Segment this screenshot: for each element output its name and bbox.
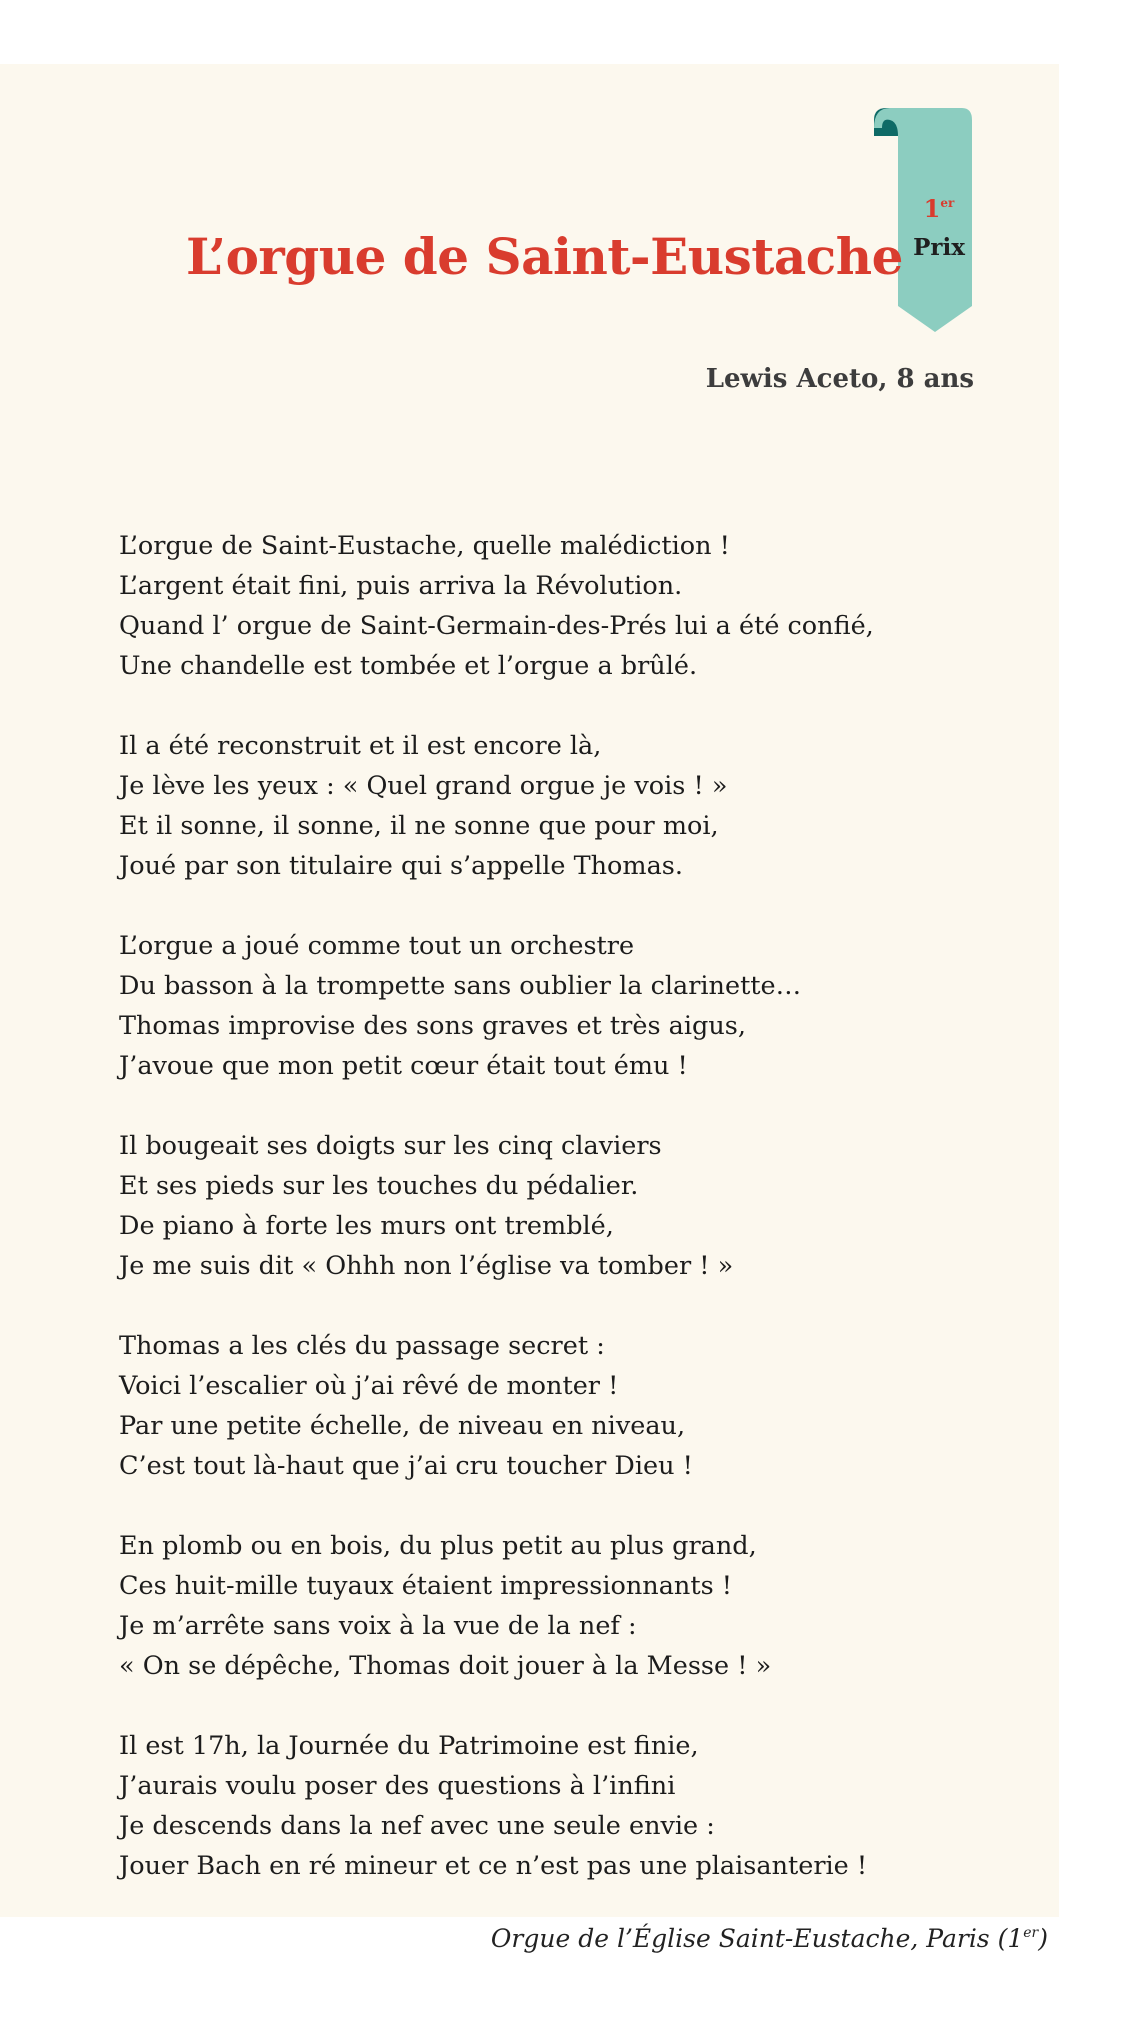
poem-line: J’avoue que mon petit cœur était tout ému !	[119, 1051, 688, 1081]
poem-stanza-4	[119, 1126, 1019, 1286]
poem-stanza-2	[119, 726, 1019, 886]
poem-line: Il est 17h, la Journée du Patrimoine est finie,	[119, 1731, 699, 1761]
ribbon-rank-suffix: er	[940, 196, 955, 210]
caption-text: Orgue de l’Église Saint-Eustache, Paris (1	[490, 1924, 1024, 1953]
poem-stanza-5	[119, 1326, 1019, 1486]
first-prize-ribbon	[872, 108, 972, 333]
poem-line: Du basson à la trompette sans oublier la clarinette…	[119, 971, 802, 1001]
poem-author: Lewis Aceto, 8 ans	[705, 364, 974, 394]
poem-line: C’est tout là-haut que j’ai cru toucher Dieu !	[119, 1451, 693, 1481]
poem-line: J’aurais voulu poser des questions à l’infini	[119, 1771, 676, 1801]
poem-line: Je lève les yeux : « Quel grand orgue je vois ! »	[119, 771, 728, 801]
poem-line: Quand l’ orgue de Saint-Germain-des-Prés lui a été confié,	[119, 611, 874, 641]
poem-line: L’orgue de Saint-Eustache, quelle malédiction !	[119, 531, 730, 561]
poem-line: L’argent était fini, puis arriva la Révolution.	[119, 571, 683, 601]
poem-line: Et ses pieds sur les touches du pédalier.	[119, 1171, 639, 1201]
poem-line: Une chandelle est tombée et l’orgue a brûlé.	[119, 651, 698, 681]
poem-line: De piano à forte les murs ont tremblé,	[119, 1211, 614, 1241]
ribbon-rank	[900, 194, 978, 223]
poem-line: Je m’arrête sans voix à la vue de la nef :	[119, 1611, 637, 1641]
poem-stanza-7	[119, 1726, 1019, 1886]
caption-superscript: er	[1023, 1925, 1039, 1941]
ribbon-rank-number: 1	[923, 194, 941, 223]
poem-line: Il a été reconstruit et il est encore là,	[119, 731, 602, 761]
poem-title: L’orgue de Saint-Eustache	[186, 227, 903, 286]
poem-line: Par une petite échelle, de niveau en niveau,	[119, 1411, 686, 1441]
poem-line: « On se dépêche, Thomas doit jouer à la Messe ! »	[119, 1651, 772, 1681]
poem-line: Je descends dans la nef avec une seule envie :	[119, 1811, 715, 1841]
poem-line: Ces huit-mille tuyaux étaient impressionnants !	[119, 1571, 733, 1601]
poem-line: Thomas improvise des sons graves et très aigus,	[119, 1011, 746, 1041]
ribbon-prize-label: Prix	[913, 234, 965, 261]
poem-line: Joué par son titulaire qui s’appelle Thomas.	[119, 851, 683, 881]
poem-line: L’orgue a joué comme tout un orchestre	[119, 931, 635, 961]
image-caption	[0, 1924, 1048, 1953]
caption-closing: )	[1038, 1924, 1048, 1953]
poem-page	[0, 64, 1059, 1953]
poem-line: Et il sonne, il sonne, il ne sonne que pour moi,	[119, 811, 719, 841]
poem-body	[119, 526, 1019, 1926]
poem-line: Il bougeait ses doigts sur les cinq claviers	[119, 1131, 662, 1161]
poem-stanza-6	[119, 1526, 1019, 1686]
poem-stanza-3	[119, 926, 1019, 1086]
poem-line: Jouer Bach en ré mineur et ce n’est pas une plaisanterie !	[119, 1851, 868, 1881]
poem-line: Voici l’escalier où j’ai rêvé de monter !	[119, 1371, 619, 1401]
poem-line: En plomb ou en bois, du plus petit au plus grand,	[119, 1531, 757, 1561]
poem-line: Thomas a les clés du passage secret :	[119, 1331, 605, 1361]
poem-line: Je me suis dit « Ohhh non l’église va tomber ! »	[119, 1251, 734, 1281]
poem-stanza-1	[119, 526, 1019, 686]
